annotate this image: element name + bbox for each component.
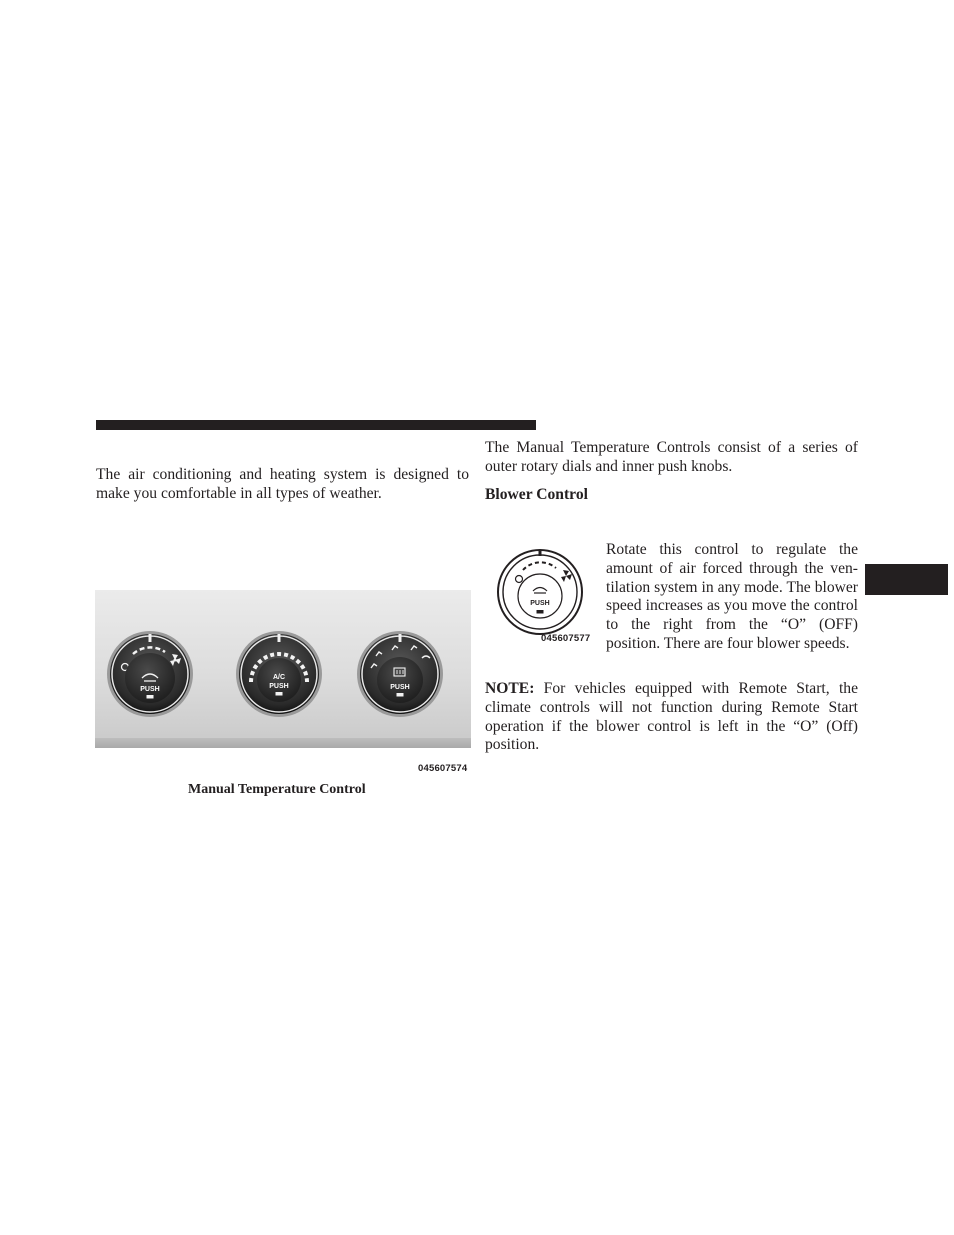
ac-label: A/C [272,674,286,681]
note-label: NOTE: [485,680,535,697]
controls-intro-paragraph: The Manual Temperature Controls consist of a series of outer rotary dials and inner push knobs. [485,439,858,475]
blower-paragraph: Rotate this control to regulate the amount of air forced through the ven-tilation system in any mode. The blower speed increases as you move the control to the right from the “O” (OFF) position. There are four blower speeds. [606,541,858,652]
note-paragraph [485,680,858,755]
blower-knob-diagram [496,546,596,646]
figure-caption: Manual Temperature Control [188,782,366,797]
temperature-knob[interactable] [236,631,322,717]
blower-diagram-push-label: PUSH [530,600,550,607]
blower-figure-code: 045607577 [541,633,591,644]
mode-push-label: PUSH [390,684,410,691]
intro-paragraph: The air conditioning and heating system is designed to make you comfortable in all types of weather. [96,466,469,502]
blower-knob[interactable] [107,631,193,717]
figure-code: 045607574 [418,763,468,774]
temperature-push-label: PUSH [269,683,289,690]
chapter-side-tab [865,564,948,595]
section-rule-bar [96,420,536,430]
blower-push-label: PUSH [140,686,160,693]
note-text: For vehicles equipped with Remote Start, the climate controls will not function during Remote Start operation if the blower control is left in the “O” (Off) position. [485,680,858,754]
mode-knob[interactable] [357,631,443,717]
manual-temperature-control-photo [95,590,471,748]
blower-control-heading: Blower Control [485,486,588,503]
